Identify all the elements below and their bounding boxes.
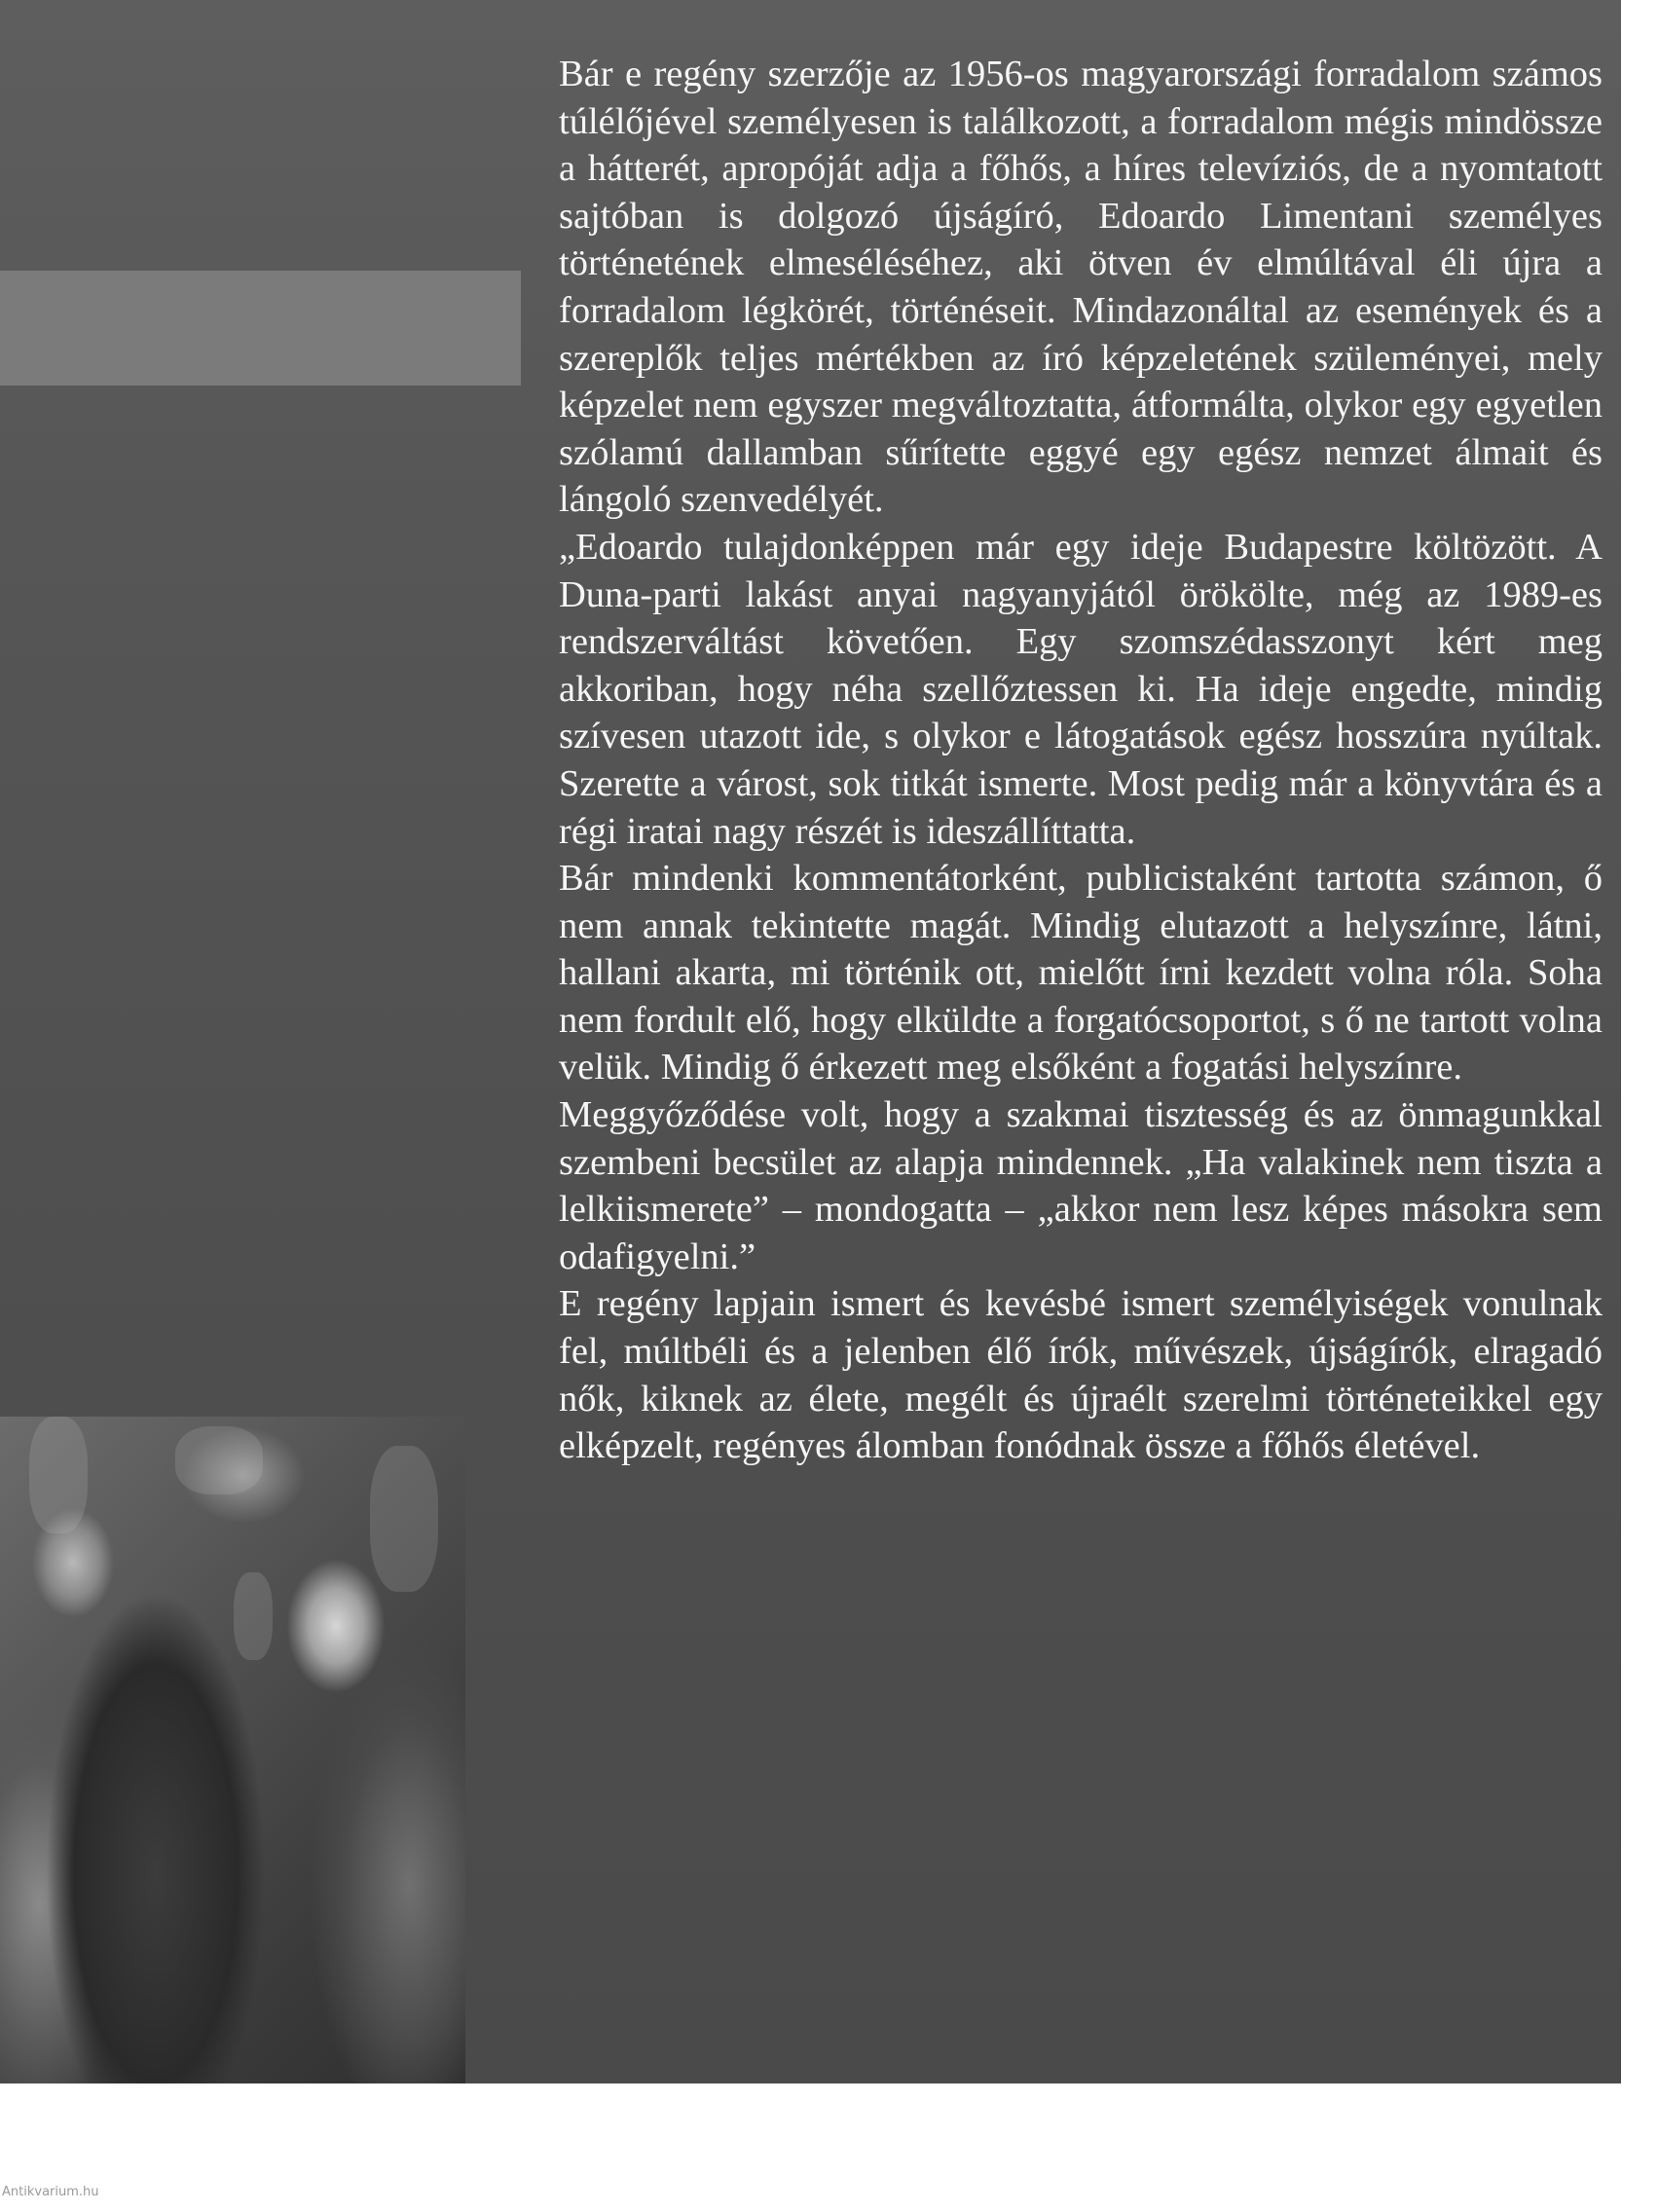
cover-photo — [0, 1417, 465, 2083]
blurb-paragraph-1: Bár e regény szerzője az 1956-os magyarországi forradalom számos túlélőjével személyesen is találkozott, a forradalom mégis mindössze a hátterét, apropóját adja a főhős, a híres televíziós, de a nyomtatott sajtóban is dolgozó újságíró, Edoardo Limentani személyes történetének elmeséléséhez, aki ötven év elmúltával éli újra a forradalom légkörét, történéseit. Mindazonáltal az események és a szereplők teljes mértékben az író képzeletének szüleményei, mely képzelet nem egyszer megváltoztatta, átformálta, olykor egy egyetlen szólamú dallamban sűrítette eggyé egy egész nemzet álmait és lángoló szenvedélyét. — [559, 54, 1603, 521]
blurb-paragraph-3: Bár mindenki kommentátorként, publicistaként tartotta számon, ő nem annak tekintette magát. Mindig elutazott a helyszínre, látni, hallani akarta, mi történik ott, mielőtt írni kezdett volna róla. Soha nem fordult elő, hogy elküldte a forgatócsoportot, s ő ne tartott volna velük. Mindig ő érkezett meg elsőként a fogatási helyszínre. — [559, 858, 1603, 1088]
blurb-paragraph-4: Meggyőződése volt, hogy a szakmai tisztesség és az önmagunkkal szembeni becsület az alapja mindennek. „Ha valakinek nem tiszta a lelkiismerete” – mondogatta – „akkor nem lesz képes másokra sem odafigyelni.” — [559, 1094, 1603, 1277]
blurb-paragraph-5: E regény lapjain ismert és kevésbé ismert személyiségek vonulnak fel, múltbéli és a jelenben élő írók, művészek, újságírók, elragadó nők, kiknek az élete, megélt és újraélt szerelmi történeteikkel egy elképzelt, regényes álomban fonódnak össze a főhős életével. — [559, 1283, 1603, 1467]
blurb-text — [559, 51, 1603, 1470]
blurb-paragraph-2: „Edoardo tulajdonképpen már egy ideje Budapestre költözött. A Duna-parti lakást anyai nagyanyjától örökölte, még az 1989-es rendszerváltást követően. Egy szomszédasszonyt kért meg akkoriban, hogy néha szellőztessen ki. Ha ideje engedte, mindig szívesen utazott ide, s olykor e látogatások egész hosszúra nyúltak. Szerette a várost, sok titkát ismerte. Most pedig már a könyvtára és a régi iratai nagy részét is ideszállíttatta. — [559, 526, 1603, 852]
accent-band — [0, 271, 521, 386]
watermark: Antikvarium.hu — [2, 2185, 99, 2199]
